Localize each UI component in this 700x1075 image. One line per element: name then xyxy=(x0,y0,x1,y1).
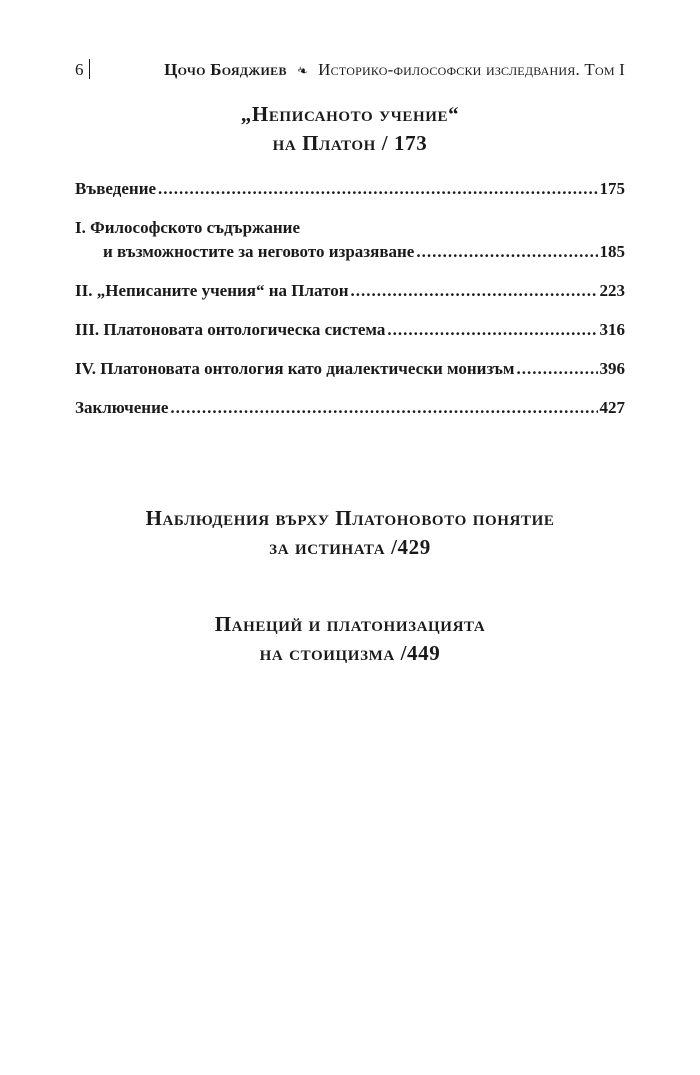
toc-leader-dots xyxy=(158,177,597,201)
running-header xyxy=(75,58,625,82)
toc-entry-ontological-system[interactable] xyxy=(75,318,625,342)
toc-leader-dots xyxy=(351,279,598,303)
section-title-unwritten-doctrine xyxy=(0,100,700,158)
toc-entry-dialectical-monism[interactable] xyxy=(75,357,625,381)
fleuron-icon: ❧ xyxy=(294,61,311,80)
section-title-line1: Панеций и платонизацията xyxy=(214,612,486,636)
page-number-divider xyxy=(89,59,90,79)
section-title-concept-of-truth xyxy=(0,504,700,562)
toc-entry-label: III. Платоновата онтологическа система xyxy=(75,320,386,339)
toc-entry-label: Въведение xyxy=(75,179,157,198)
toc-leader-dots xyxy=(416,240,597,264)
toc-entry-page: 175 xyxy=(599,179,625,198)
toc-entry-label: I. Философското съдържание xyxy=(75,218,301,237)
section-title-line1: „Неписаното учение“ xyxy=(240,102,460,126)
toc-entry-label: II. „Неписаните учения“ на Платон xyxy=(75,281,349,300)
toc-leader-dots xyxy=(387,318,597,342)
toc-entry-unwritten-teachings[interactable] xyxy=(75,279,625,303)
toc-entry-conclusion[interactable] xyxy=(75,396,625,420)
section-title-line2: на Платон / 173 xyxy=(272,131,428,155)
section-title-line1: Наблюдения върху Платоновото понятие xyxy=(145,506,555,530)
section-title-line2: на стоицизма /449 xyxy=(259,641,441,665)
toc-entry-page: 396 xyxy=(599,359,625,378)
toc-leader-dots xyxy=(517,357,598,381)
toc-entry-label: IV. Платоновата онтология като диалектически монизъм xyxy=(75,359,515,378)
toc-entry-introduction[interactable] xyxy=(75,177,625,201)
toc-entry-label: Заключение xyxy=(75,398,169,417)
toc-entry-page: 223 xyxy=(599,281,625,300)
header-right xyxy=(164,58,625,83)
toc-entry-page: 316 xyxy=(599,320,625,339)
page-number: 6 xyxy=(75,58,90,82)
section-title-line2: за истината /429 xyxy=(269,535,431,559)
toc-entry-label-continued: и възможностите за неговото изразяване xyxy=(103,242,415,261)
header-book-title: Историко-философски изследвания. Том I xyxy=(318,60,625,79)
toc-entry-page: 427 xyxy=(599,398,625,417)
toc-leader-dots xyxy=(170,396,597,420)
header-author: Цочо Бояджиев xyxy=(164,60,287,79)
table-of-contents xyxy=(75,177,625,420)
toc-entry-philosophical-content[interactable] xyxy=(75,216,625,264)
toc-entry-page: 185 xyxy=(599,242,625,261)
section-title-panaetius xyxy=(0,610,700,668)
